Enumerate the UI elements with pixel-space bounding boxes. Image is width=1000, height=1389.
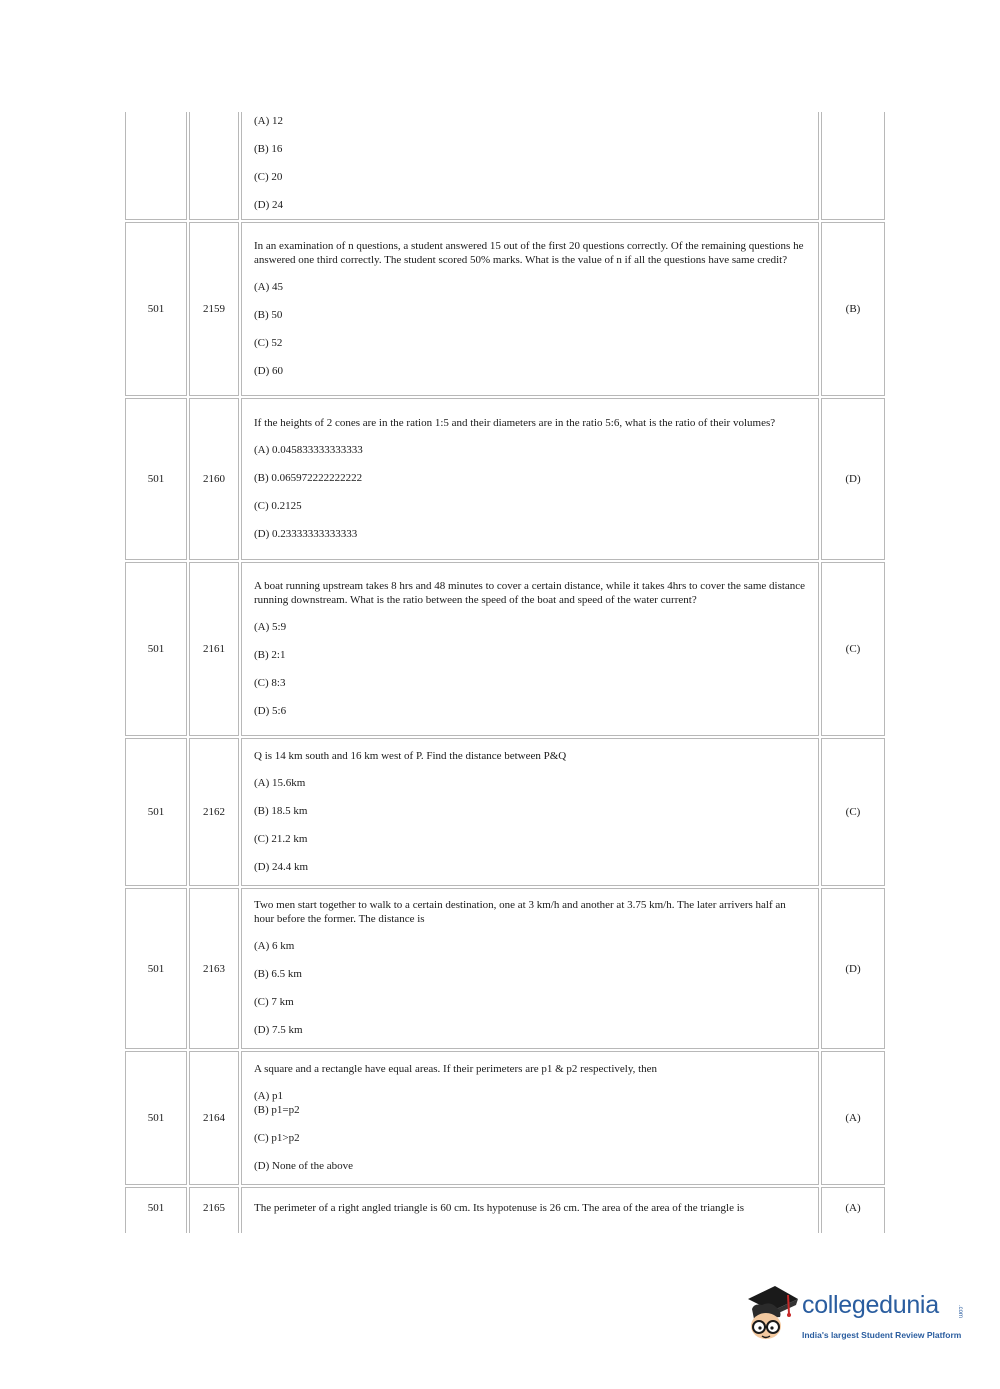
- question-id-cell: 2162: [189, 738, 239, 886]
- question-text: A boat running upstream takes 8 hrs and 48 minutes to cover a certain distance, while it takes 4hrs to cover the same distance running downstream. What is the ratio between the speed of the boat and speed of the water current?: [254, 579, 806, 606]
- option-b: (B) 50: [254, 308, 283, 321]
- question-text: The perimeter of a right angled triangle is 60 cm. Its hypotenuse is 26 cm. The area of the area of the triangle is: [254, 1202, 745, 1214]
- option-b: (B) 0.065972222222222: [254, 471, 363, 484]
- option-b: (B) 18.5 km: [254, 804, 308, 817]
- table-row: [125, 1187, 885, 1233]
- option-a: (A) 15.6km: [254, 776, 306, 789]
- question-id-cell: 2165: [189, 1187, 239, 1233]
- option-a: (A) 12: [254, 115, 284, 127]
- question-cell: [241, 562, 819, 736]
- question-cell: [241, 888, 819, 1049]
- option-c: (C) 0.2125: [254, 499, 302, 512]
- brand-suffix: .com: [957, 1305, 963, 1319]
- brand-wordmark: collegedunia: [802, 1291, 939, 1319]
- option-b: (B) 2:1: [254, 648, 286, 661]
- answer-cell: (D): [821, 398, 885, 560]
- question-id-cell: 2159: [189, 222, 239, 396]
- question-id-cell: 2161: [189, 562, 239, 736]
- option-d: (D) 60: [254, 364, 284, 377]
- question-cell: [241, 1187, 819, 1233]
- sl-no-cell: 501: [125, 562, 187, 736]
- sl-no-cell: 501: [125, 1187, 187, 1233]
- option-c: (C) p1>p2: [254, 1131, 300, 1144]
- answer-cell: (B): [821, 222, 885, 396]
- table-row: [125, 738, 885, 886]
- question-cell: [241, 1051, 819, 1185]
- option-d: (D) None of the above: [254, 1159, 353, 1172]
- question-cell: [241, 112, 819, 220]
- option-c: (C) 8:3: [254, 676, 286, 689]
- question-text: In an examination of n questions, a student answered 15 out of the first 20 questions correctly. Of the remaining questions he answered one third correctly. The student scored 50% marks. What is the value of n if all the questions have same credit?: [254, 239, 804, 266]
- question-id-cell: [189, 112, 239, 220]
- option-b: (B) 6.5 km: [254, 968, 302, 980]
- sl-no-cell: 501: [125, 398, 187, 560]
- table-row: [125, 112, 885, 220]
- sl-no-cell: [125, 112, 187, 220]
- question-text: If the heights of 2 cones are in the ration 1:5 and their diameters are in the ratio 5:6, what is the ratio of their volumes?: [254, 416, 776, 429]
- option-d: (D) 24.4 km: [254, 860, 309, 873]
- option-a: (A) 0.045833333333333: [254, 443, 363, 456]
- option-d: (D) 5:6: [254, 704, 287, 717]
- table-row: [125, 888, 885, 1049]
- collegedunia-logo: [742, 1283, 972, 1353]
- option-c: (C) 20: [254, 171, 283, 183]
- option-d: (D) 0.23333333333333: [254, 527, 358, 540]
- option-b: (B) p1=p2: [254, 1103, 300, 1116]
- option-a: (A) p1: [254, 1089, 284, 1102]
- question-cell: [241, 222, 819, 396]
- question-text: A square and a rectangle have equal areas. If their perimeters are p1 & p2 respectively, then: [254, 1062, 658, 1075]
- question-id-cell: 2160: [189, 398, 239, 560]
- sl-no-cell: 501: [125, 888, 187, 1049]
- option-c: (C) 21.2 km: [254, 832, 308, 845]
- question-text: Two men start together to walk to a certain destination, one at 3 km/h and another at 3.75 km/h. The later arrivers half an hour before the former. The distance is: [254, 899, 786, 925]
- table-row: [125, 562, 885, 736]
- answer-cell: (C): [821, 562, 885, 736]
- brand-tagline: India's largest Student Review Platform: [802, 1330, 962, 1340]
- option-a: (A) 6 km: [254, 940, 295, 952]
- sl-no-cell: 501: [125, 1051, 187, 1185]
- option-c: (C) 7 km: [254, 996, 294, 1008]
- option-d: (D) 24: [254, 199, 284, 211]
- sl-no-cell: 501: [125, 738, 187, 886]
- table-row: [125, 398, 885, 560]
- table-row: [125, 222, 885, 396]
- question-id-cell: 2164: [189, 1051, 239, 1185]
- question-cell: [241, 398, 819, 560]
- answer-cell: (D): [821, 888, 885, 1049]
- option-a: (A) 45: [254, 280, 284, 293]
- question-id-cell: 2163: [189, 888, 239, 1049]
- answer-cell: (A): [821, 1051, 885, 1185]
- option-b: (B) 16: [254, 143, 283, 155]
- question-text: Q is 14 km south and 16 km west of P. Find the distance between P&Q: [254, 749, 567, 762]
- answer-cell: [821, 112, 885, 220]
- option-a: (A) 5:9: [254, 620, 287, 633]
- answer-cell: (A): [821, 1187, 885, 1233]
- question-table: [123, 110, 887, 1235]
- graduate-mascot-icon: [742, 1283, 800, 1347]
- option-c: (C) 52: [254, 336, 283, 349]
- table-row: [125, 1051, 885, 1185]
- question-cell: [241, 738, 819, 886]
- sl-no-cell: 501: [125, 222, 187, 396]
- answer-cell: (C): [821, 738, 885, 886]
- option-d: (D) 7.5 km: [254, 1024, 303, 1036]
